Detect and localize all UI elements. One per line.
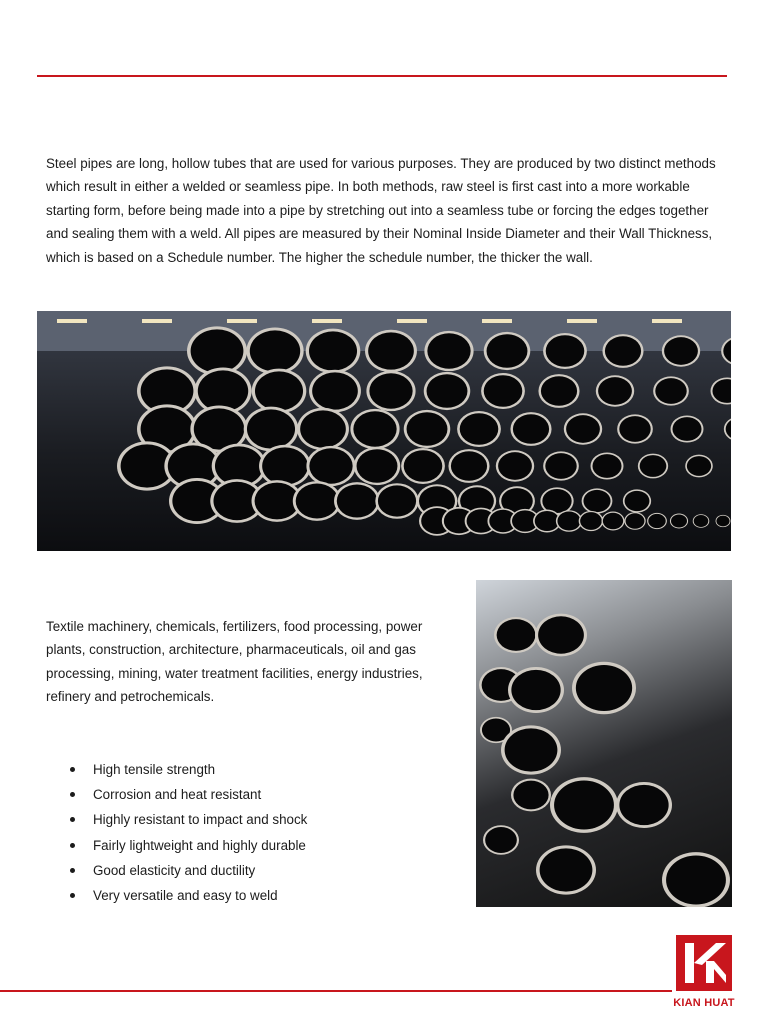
property-item: High tensile strength — [70, 757, 450, 782]
property-item: Fairly lightweight and highly durable — [70, 833, 450, 858]
property-item: Corrosion and heat resistant — [70, 782, 450, 807]
properties-list — [70, 757, 450, 908]
property-item: Good elasticity and ductility — [70, 858, 450, 883]
bullet-icon — [70, 767, 75, 772]
property-item: Very versatile and easy to weld — [70, 883, 450, 908]
bullet-icon — [70, 817, 75, 822]
top-divider — [37, 75, 727, 77]
applications-paragraph: Textile machinery, chemicals, fertilizers, food processing, power plants, construction, architecture, pharmaceuticals, oil and gas processing, mining, water treatment facilities, energy industries, refinery and petrochemicals. — [46, 619, 423, 705]
property-item: Highly resistant to impact and shock — [70, 807, 450, 832]
kian-huat-logo-icon — [676, 935, 732, 991]
company-logo — [672, 935, 736, 1017]
steel-pipes-closeup-photo — [476, 580, 732, 907]
bullet-icon — [70, 893, 75, 898]
bullet-icon — [70, 868, 75, 873]
bottom-divider — [0, 990, 672, 992]
steel-pipes-stack-photo — [37, 311, 731, 551]
bullet-icon — [70, 843, 75, 848]
logo-text: KIAN HUAT — [673, 997, 735, 1009]
bullet-icon — [70, 792, 75, 797]
intro-paragraph: Steel pipes are long, hollow tubes that are used for various purposes. They are produced by two distinct methods which result in either a welded or seamless pipe. In both methods, raw steel is first cast into a more workable starting form, before being made into a pipe by stretching out into a seamless tube or forcing the edges together and sealing them with a weld. All pipes are measured by their Nominal Inside Diameter and their Wall Thickness, which is based on a Schedule number. The higher the schedule number, the thicker the wall. — [46, 156, 716, 265]
